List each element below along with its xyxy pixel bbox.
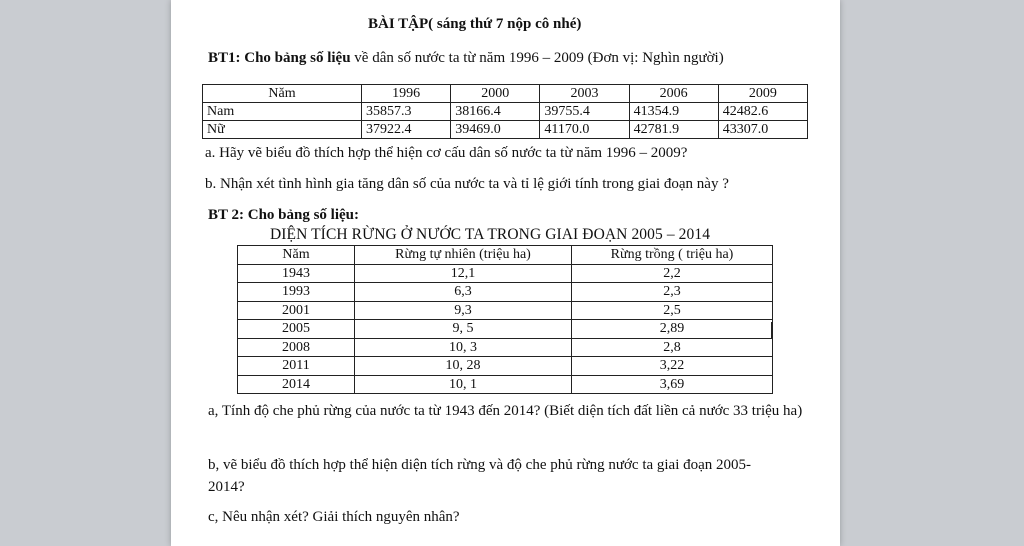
table-cell: 2014 (238, 375, 355, 394)
table-row (238, 375, 773, 394)
table-cell: 41170.0 (540, 121, 629, 139)
table-cell: 2008 (238, 338, 355, 357)
table-cell: 37922.4 (362, 121, 451, 139)
table-row (238, 357, 773, 376)
table-cell: 10, 28 (355, 357, 572, 376)
bt1-rest: về dân số nước ta từ năm 1996 – 2009 (Đơn vị: Nghìn người) (350, 50, 724, 66)
table-cell: 10, 3 (355, 338, 572, 357)
table-cell: 9, 5 (355, 320, 572, 339)
table-cell: 39469.0 (451, 121, 540, 139)
document-page (171, 0, 840, 546)
table-header-cell: Năm (238, 246, 355, 265)
table-row (238, 264, 773, 283)
bt1-label: BT1 (208, 50, 236, 66)
table-cell: 1943 (238, 264, 355, 283)
bt1-question-a: a. Hãy vẽ biểu đồ thích hợp thể hiện cơ cấu dân số nước ta từ năm 1996 – 2009? (205, 145, 688, 161)
table-header-cell: 2009 (718, 85, 807, 103)
table-header-cell: 2000 (451, 85, 540, 103)
table-cell: 2,5 (572, 301, 773, 320)
table-header-row (203, 85, 808, 103)
bt1-question-b: b. Nhận xét tình hình gia tăng dân số của nước ta và tỉ lệ giới tính trong giai đoạn này ? (205, 176, 729, 192)
table-cell: 6,3 (355, 283, 572, 302)
bt2-question-c: c, Nêu nhận xét? Giải thích nguyên nhân? (208, 509, 460, 525)
table-header-cell: Rừng trồng ( triệu ha) (572, 246, 773, 265)
bt2-question-b: b, vẽ biểu đồ thích hợp thể hiện diện tích rừng và độ che phủ rừng nước ta giai đoạn 2005- 2014? (208, 457, 752, 495)
bt2-heading: BT 2: Cho bảng số liệu: (208, 207, 360, 223)
table-cell: Nữ (203, 121, 362, 139)
table-header-row (238, 246, 773, 265)
table-header-cell: Năm (203, 85, 362, 103)
table-cell: 42482.6 (718, 103, 807, 121)
table-row (203, 121, 808, 139)
table-cell: 2,2 (572, 264, 773, 283)
forest-area-table (237, 245, 773, 394)
table-cell: 1993 (238, 283, 355, 302)
table-cell: 2011 (238, 357, 355, 376)
table-cell: 38166.4 (451, 103, 540, 121)
table-cell: 35857.3 (362, 103, 451, 121)
page-title: BÀI TẬP( sáng thứ 7 nộp cô nhé) (368, 16, 582, 32)
table-cell: 2,8 (572, 338, 773, 357)
table-cell: 2,3 (572, 283, 773, 302)
table-header-cell: Rừng tự nhiên (triệu ha) (355, 246, 572, 265)
table-cell: 2005 (238, 320, 355, 339)
table-cell: 42781.9 (629, 121, 718, 139)
table-cell: 9,3 (355, 301, 572, 320)
table-cell: Nam (203, 103, 362, 121)
table-cell: 3,69 (572, 375, 773, 394)
text-cursor (771, 322, 773, 338)
table-cell: 2001 (238, 301, 355, 320)
table-cell: 2,89 (572, 320, 773, 339)
table-cell: 10, 1 (355, 375, 572, 394)
table-header-cell: 2003 (540, 85, 629, 103)
population-table (202, 84, 808, 139)
table-cell: 43307.0 (718, 121, 807, 139)
bt1-lead: : Cho bảng số liệu (235, 50, 351, 66)
bt2-table-title: DIỆN TÍCH RỪNG Ở NƯỚC TA TRONG GIAI ĐOẠN 2005 – 2014 (270, 226, 711, 243)
table-header-cell: 2006 (629, 85, 718, 103)
bt1-heading (208, 50, 724, 67)
table-row (238, 320, 773, 339)
table-row (203, 103, 808, 121)
table-row (238, 338, 773, 357)
table-cell: 41354.9 (629, 103, 718, 121)
table-row (238, 301, 773, 320)
table-row (238, 283, 773, 302)
bt2-question-a: a, Tính độ che phủ rừng của nước ta từ 1943 đến 2014? (Biết diện tích đất liền cả nước 33 triệu ha) (208, 403, 803, 419)
table-cell: 39755.4 (540, 103, 629, 121)
table-cell: 3,22 (572, 357, 773, 376)
table-header-cell: 1996 (362, 85, 451, 103)
table-cell: 12,1 (355, 264, 572, 283)
